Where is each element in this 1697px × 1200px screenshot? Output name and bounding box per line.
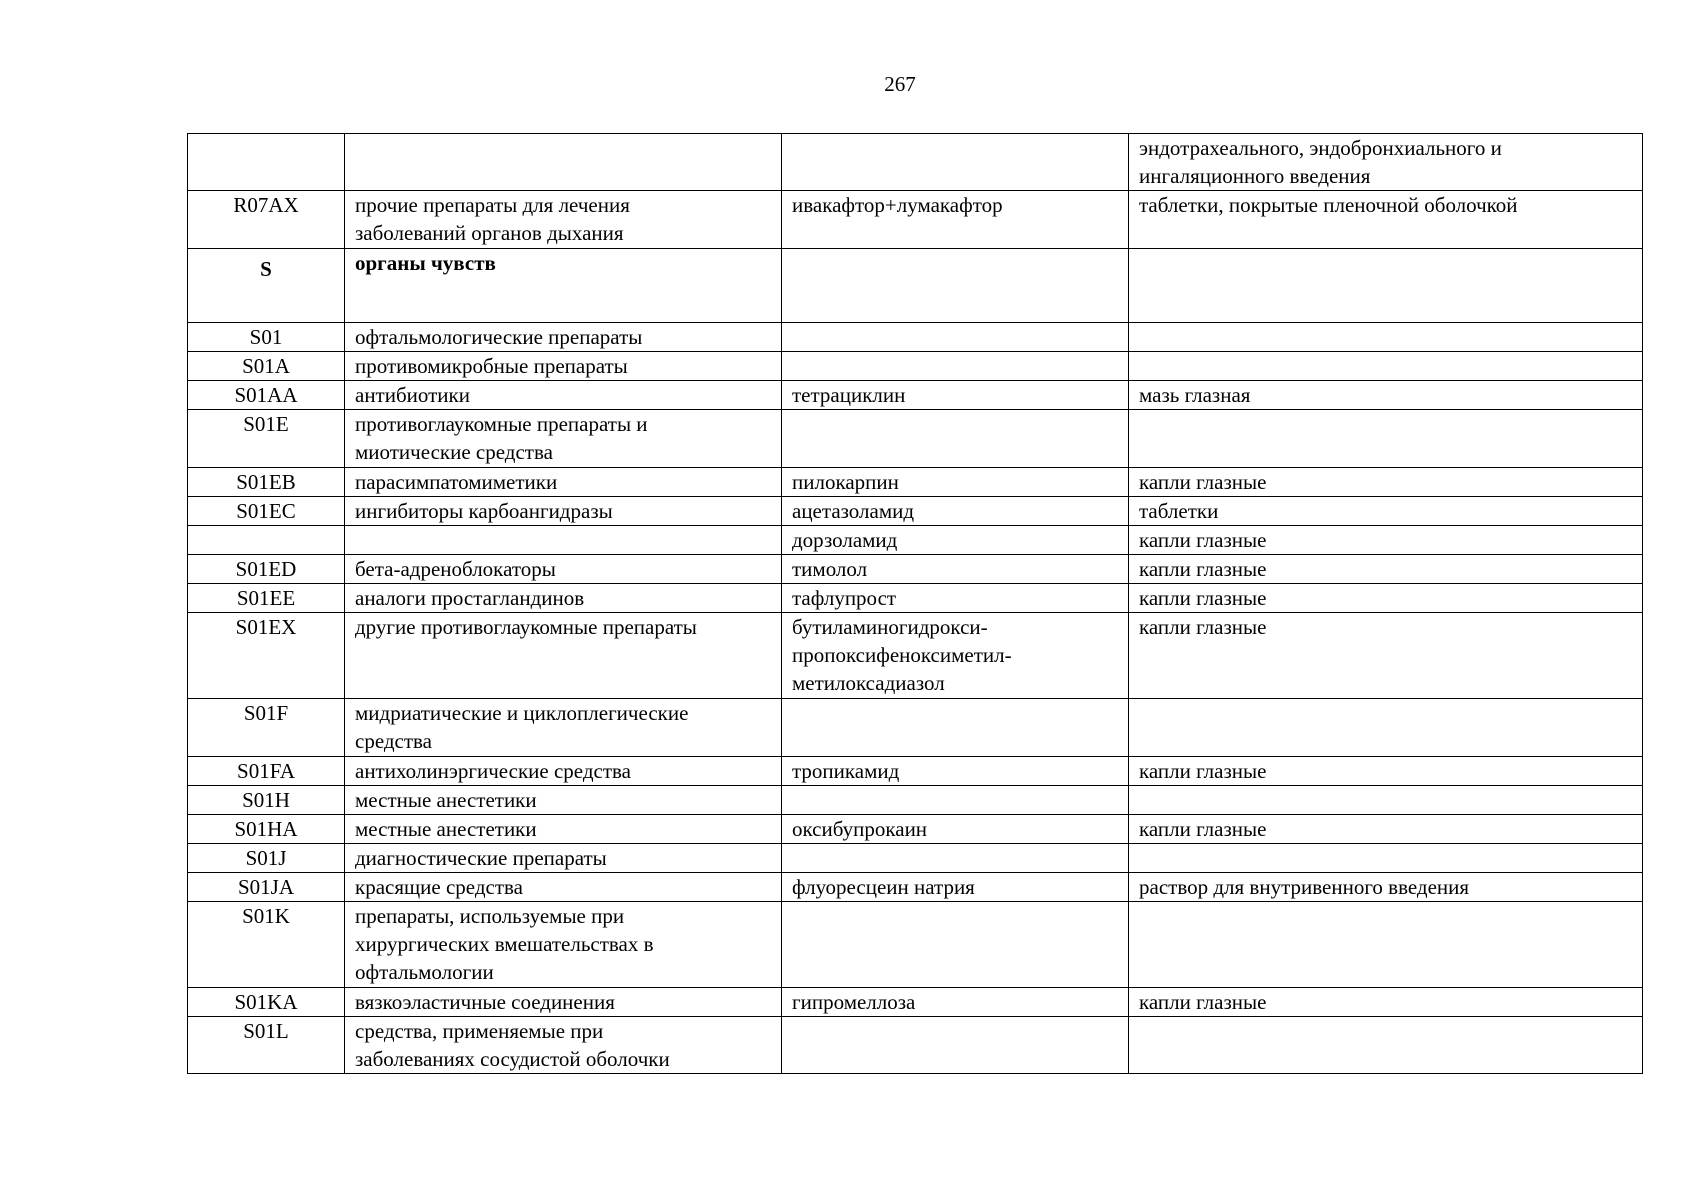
dosage-form-cell: капли глазные	[1129, 584, 1643, 613]
drug-name-cell: тафлупрост	[782, 584, 1129, 613]
anatomical-group-cell: офтальмологические препараты	[345, 323, 782, 352]
dosage-form-cell: капли глазные	[1129, 613, 1643, 699]
table-row	[188, 381, 1643, 410]
dosage-form-cell: капли глазные	[1129, 815, 1643, 844]
atc-code-cell: S01EX	[188, 613, 345, 699]
dosage-form-cell: капли глазные	[1129, 988, 1643, 1017]
anatomical-group-cell: диагностические препараты	[345, 844, 782, 873]
drug-name-cell: пилокарпин	[782, 468, 1129, 497]
table-row	[188, 191, 1643, 249]
table-row	[188, 699, 1643, 757]
atc-code-cell: S01K	[188, 902, 345, 988]
drug-name-cell: дорзоламид	[782, 526, 1129, 555]
dosage-form-cell	[1129, 902, 1643, 988]
atc-code-cell: S01ED	[188, 555, 345, 584]
drug-name-cell: бутиламиногидрокси- пропоксифеноксиметил- метилоксадиазол	[782, 613, 1129, 699]
dosage-form-cell: капли глазные	[1129, 555, 1643, 584]
atc-code-cell: S01E	[188, 410, 345, 468]
drug-name-cell	[782, 352, 1129, 381]
drug-name-cell: ивакафтор+лумакафтор	[782, 191, 1129, 249]
drug-name-cell	[782, 1017, 1129, 1074]
dosage-form-cell: капли глазные	[1129, 526, 1643, 555]
table-body	[188, 134, 1643, 1074]
atc-code-cell: S01	[188, 323, 345, 352]
dosage-form-cell	[1129, 323, 1643, 352]
atc-code-cell: S01L	[188, 1017, 345, 1074]
dosage-form-cell	[1129, 786, 1643, 815]
atc-code-cell: S01KA	[188, 988, 345, 1017]
dosage-form-cell	[1129, 352, 1643, 381]
table-row	[188, 410, 1643, 468]
table-row	[188, 988, 1643, 1017]
atc-code-cell: S01EE	[188, 584, 345, 613]
table-row	[188, 902, 1643, 988]
atc-code-cell: S01J	[188, 844, 345, 873]
anatomical-group-cell: противомикробные препараты	[345, 352, 782, 381]
anatomical-group-cell: местные анестетики	[345, 786, 782, 815]
anatomical-group-cell: препараты, используемые при хирургических вмешательствах в офтальмологии	[345, 902, 782, 988]
dosage-form-cell: мазь глазная	[1129, 381, 1643, 410]
atc-code-cell: S01HA	[188, 815, 345, 844]
dosage-form-cell: таблетки, покрытые пленочной оболочкой	[1129, 191, 1643, 249]
anatomical-group-cell: парасимпатомиметики	[345, 468, 782, 497]
drug-name-cell: флуоресцеин натрия	[782, 873, 1129, 902]
drug-name-cell	[782, 410, 1129, 468]
atc-code-cell: S01AA	[188, 381, 345, 410]
drug-classification-table	[187, 133, 1643, 1074]
table-row	[188, 134, 1643, 191]
drug-name-cell	[782, 699, 1129, 757]
drug-name-cell: тропикамид	[782, 757, 1129, 786]
table-row	[188, 555, 1643, 584]
anatomical-group-cell: прочие препараты для лечения заболеваний органов дыхания	[345, 191, 782, 249]
anatomical-group-cell: мидриатические и циклоплегические средства	[345, 699, 782, 757]
drug-name-cell	[782, 134, 1129, 191]
atc-code-cell: S01JA	[188, 873, 345, 902]
anatomical-group-cell: аналоги простагландинов	[345, 584, 782, 613]
drug-name-cell	[782, 249, 1129, 323]
table-row-section-heading	[188, 249, 1643, 323]
anatomical-group-cell: красящие средства	[345, 873, 782, 902]
dosage-form-cell	[1129, 410, 1643, 468]
dosage-form-cell: капли глазные	[1129, 468, 1643, 497]
atc-code-cell	[188, 526, 345, 555]
dosage-form-cell	[1129, 1017, 1643, 1074]
anatomical-group-cell	[345, 134, 782, 191]
table-row	[188, 613, 1643, 699]
anatomical-group-cell: бета-адреноблокаторы	[345, 555, 782, 584]
atc-code-cell: S01F	[188, 699, 345, 757]
drug-name-cell	[782, 786, 1129, 815]
table-row	[188, 815, 1643, 844]
table-row	[188, 1017, 1643, 1074]
anatomical-group-cell: органы чувств	[345, 249, 782, 323]
drug-name-cell	[782, 902, 1129, 988]
dosage-form-cell: капли глазные	[1129, 757, 1643, 786]
atc-code-cell: S01A	[188, 352, 345, 381]
atc-code-cell: R07AX	[188, 191, 345, 249]
atc-code-cell: S	[188, 249, 345, 323]
anatomical-group-cell: антибиотики	[345, 381, 782, 410]
drug-name-cell	[782, 844, 1129, 873]
anatomical-group-cell: антихолинэргические средства	[345, 757, 782, 786]
table-row	[188, 786, 1643, 815]
anatomical-group-cell	[345, 526, 782, 555]
dosage-form-cell	[1129, 699, 1643, 757]
table-row	[188, 526, 1643, 555]
table-row	[188, 323, 1643, 352]
atc-code-cell: S01FA	[188, 757, 345, 786]
dosage-form-cell	[1129, 249, 1643, 323]
drug-name-cell: тимолол	[782, 555, 1129, 584]
drug-name-cell: гипромеллоза	[782, 988, 1129, 1017]
dosage-form-cell: таблетки	[1129, 497, 1643, 526]
anatomical-group-cell: средства, применяемые при заболеваниях сосудистой оболочки	[345, 1017, 782, 1074]
anatomical-group-cell: другие противоглаукомные препараты	[345, 613, 782, 699]
atc-code-cell: S01H	[188, 786, 345, 815]
table-row	[188, 468, 1643, 497]
dosage-form-cell	[1129, 844, 1643, 873]
drug-name-cell: тетрациклин	[782, 381, 1129, 410]
atc-code-cell	[188, 134, 345, 191]
table-row	[188, 352, 1643, 381]
drug-name-cell: ацетазоламид	[782, 497, 1129, 526]
drug-name-cell	[782, 323, 1129, 352]
anatomical-group-cell: местные анестетики	[345, 815, 782, 844]
drug-name-cell: оксибупрокаин	[782, 815, 1129, 844]
atc-code-cell: S01EB	[188, 468, 345, 497]
dosage-form-cell: эндотрахеального, эндобронхиального и ингаляционного введения	[1129, 134, 1643, 191]
atc-code-cell: S01EC	[188, 497, 345, 526]
anatomical-group-cell: противоглаукомные препараты и миотические средства	[345, 410, 782, 468]
anatomical-group-cell: ингибиторы карбоангидразы	[345, 497, 782, 526]
anatomical-group-cell: вязкоэластичные соединения	[345, 988, 782, 1017]
dosage-form-cell: раствор для внутривенного введения	[1129, 873, 1643, 902]
table-row	[188, 757, 1643, 786]
page-number: 267	[884, 72, 916, 96]
table-row	[188, 873, 1643, 902]
table-row	[188, 584, 1643, 613]
table-row	[188, 844, 1643, 873]
table-row	[188, 497, 1643, 526]
